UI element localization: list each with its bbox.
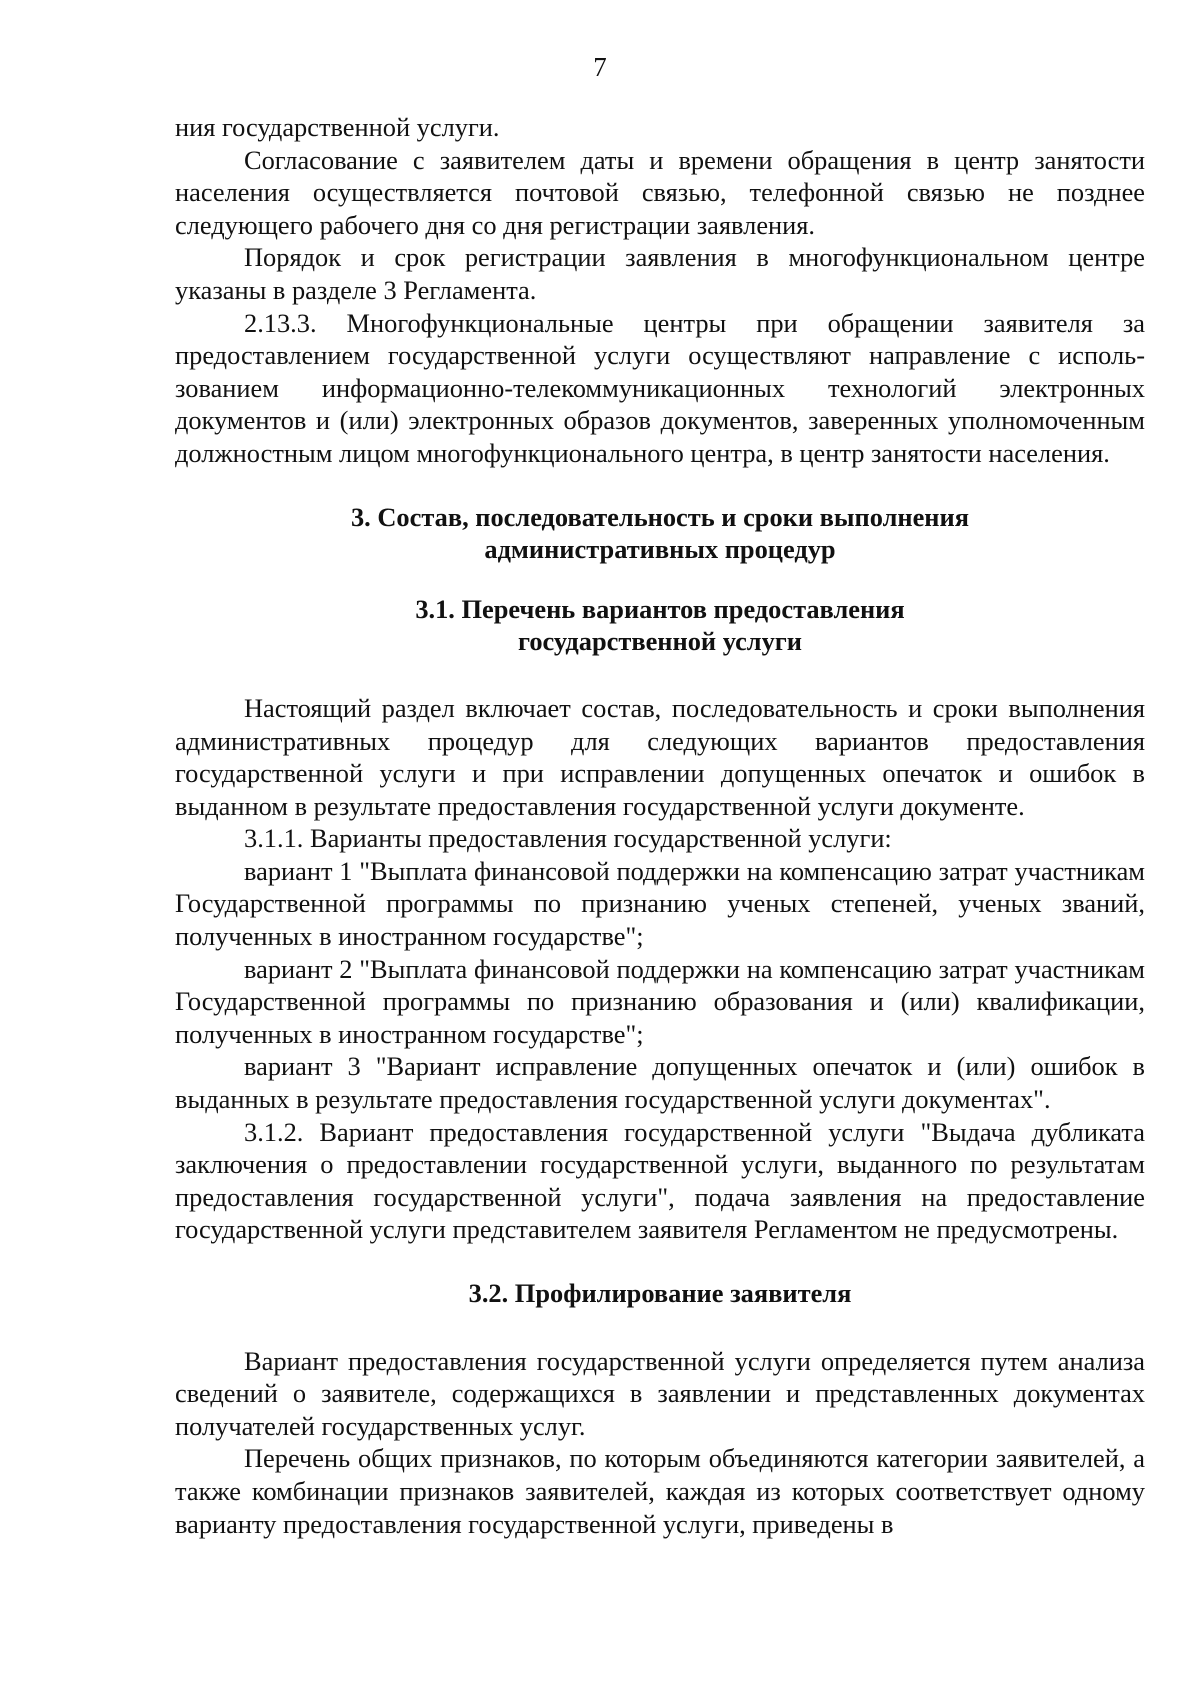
paragraph-variant-2: вариант 2 "Выплата финансовой поддержки на компенсацию затрат участникам Государственной программы по признанию образования и (или) квалификации, полученных в иностранном государстве"; <box>175 953 1145 1049</box>
paragraph-2-13-3: 2.13.3. Многофункциональные центры при обращении заявителя за предоставлением государственной услуги осуществляют направление с использованием информационно-телекоммуникационных технологий электронных документов и (или) электронных образов документов, заверенных уполномоченным должностным лицом многофункционального центра, в центр занятости населения. <box>175 307 1145 468</box>
paragraph-continuation: ния государственной услуги. <box>175 112 500 142</box>
paragraph-section-scope: Настоящий раздел включает состав, последовательность и сроки выполнения административных процедур для следующих вариантов предоставления государственной услуги и при исправлении допущенных опечаток и ошибок в выданном в результате предоставления государственной услуги документе. <box>175 692 1145 821</box>
document-body <box>175 111 1145 1540</box>
section-3-1-heading-line-2: государственной услуги <box>518 626 802 657</box>
paragraph-variant-3: вариант 3 "Вариант исправление допущенных опечаток и (или) ошибок в выданных в результате предоставления государственной услуги документах". <box>175 1051 1145 1115</box>
section-3-heading-line-2: административных процедур <box>484 534 836 565</box>
paragraph-variant-1: вариант 1 "Выплата финансовой поддержки на компенсацию затрат участникам Государственной программы по признанию ученых степеней, ученых званий, полученных в иностранном государстве"; <box>175 855 1145 952</box>
section-3-2-heading: 3.2. Профилирование заявителя <box>468 1278 852 1308</box>
paragraph-3-1-1: 3.1.1. Варианты предоставления государственной услуги: <box>244 823 892 854</box>
section-3-heading-line-1: 3. Состав, последовательность и сроки выполнения <box>350 501 969 532</box>
section-3-1-heading <box>175 593 1145 658</box>
paragraph-registration-order: Порядок и срок регистрации заявления в многофункциональном центре указаны в разделе 3 Регламента. <box>175 242 1145 305</box>
paragraph-3-1-2: 3.1.2. Вариант предоставления государственной услуги "Выдача дубликата заключения о предоставлении государственной услуги, выданного по результатам предоставления государственной услуги", подача заявления на предоставление государственной услуги представителем заявителя Регламентом не предусмотрены. <box>175 1116 1145 1245</box>
section-3-1-heading-line-1: 3.1. Перечень вариантов предоставления <box>415 593 905 624</box>
page-number: 7 <box>593 52 607 82</box>
paragraph-agreement: Согласование с заявителем даты и времени обращения в центр занятости населения осуществляется почтовой связью, телефонной связью не позднее следующего рабочего дня со дня регистрации заявления. <box>175 144 1145 240</box>
paragraph-common-features: Перечень общих признаков, по которым объединяются категории заявителей, а также комбинации признаков заявителей, каждая из которых соответствует одному варианту предоставления государственной услуги, приведены в <box>175 1443 1145 1539</box>
paragraph-variant-determination: Вариант предоставления государственной услуги определяется путем анализа сведений о заявителе, содержащихся в заявлении и представленных документах получателей государственных услуг. <box>175 1345 1145 1441</box>
section-3-heading <box>175 501 1145 566</box>
